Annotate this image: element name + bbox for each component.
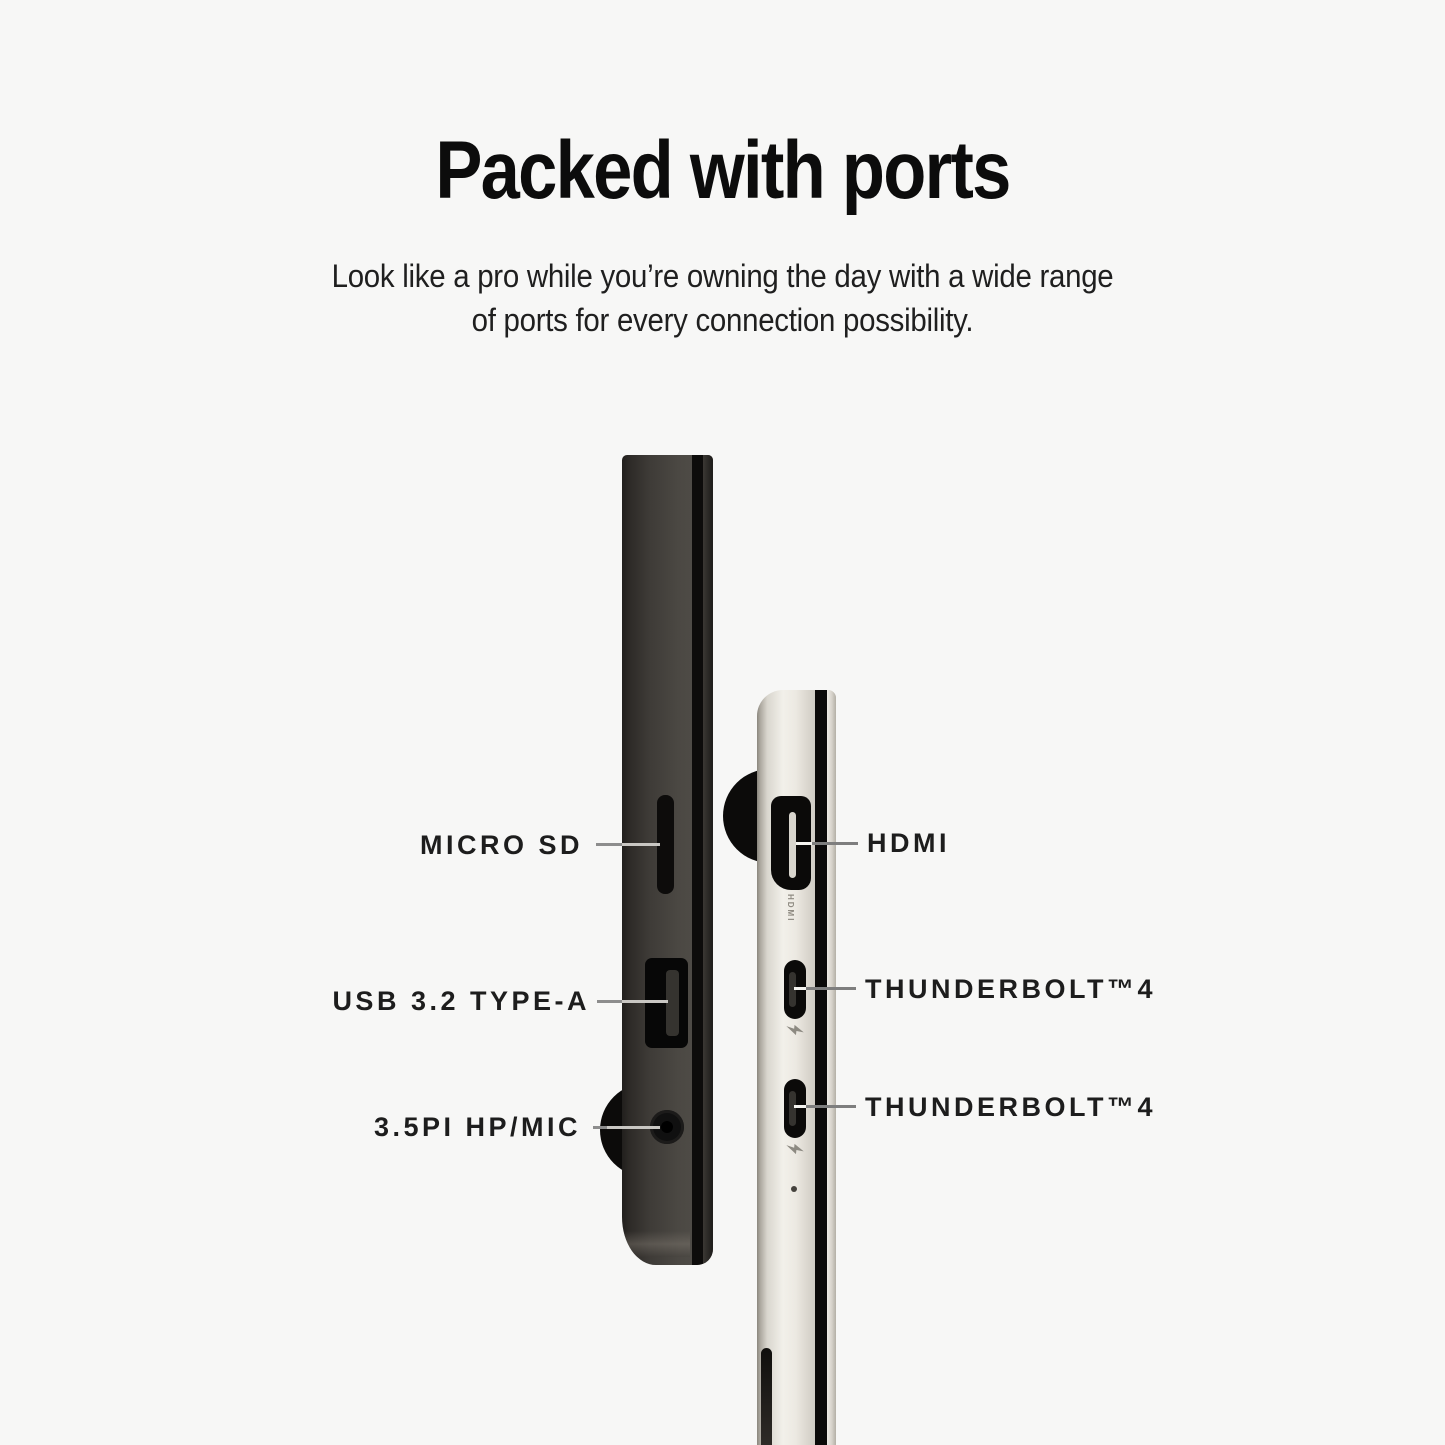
callout-line-thunderbolt-2 (794, 1105, 856, 1108)
callout-line-thunderbolt-1 (794, 987, 856, 990)
power-pinhole (791, 1186, 797, 1192)
port-label-thunderbolt-1: THUNDERBOLT™4 (865, 974, 1156, 1004)
port-label-micro-sd: MICRO SD (420, 830, 583, 860)
subtitle-line-1: Look like a pro while you’re owning the day with a wide range (331, 258, 1114, 294)
callout-line-hdmi (796, 842, 858, 845)
page-title: Packed with ports (435, 125, 1010, 216)
callout-line-micro-sd (596, 843, 660, 846)
port-label-headphone-mic: 3.5PI HP/MIC (373, 1112, 581, 1142)
subtitle-line-2: of ports for every connection possibility. (471, 302, 974, 338)
port-label-usb-type-a: USB 3.2 TYPE-A (332, 986, 590, 1016)
callout-line-usb (597, 1000, 668, 1003)
port-label-thunderbolt-2: THUNDERBOLT™4 (865, 1092, 1156, 1122)
callout-line-headphone-jack (593, 1126, 660, 1129)
silver-laptop-bottom-foot (761, 1348, 772, 1445)
hdmi-port-slot (789, 812, 796, 878)
hdmi-engraving-text: HDMI (786, 894, 795, 923)
thunderbolt-icon (785, 1139, 805, 1159)
dark-laptop-bottom-reflection (624, 1231, 690, 1257)
thunderbolt-icon (785, 1020, 805, 1040)
dark-laptop-lid-edge (703, 455, 713, 1265)
silver-laptop-lid-gap (815, 690, 827, 1445)
thunderbolt-4-port-2-tongue (789, 1091, 796, 1126)
dark-laptop-lid-gap (692, 455, 703, 1265)
page-subtitle (58, 254, 1387, 342)
port-label-hdmi: HDMI (867, 828, 950, 858)
headphone-mic-jack-hole (661, 1121, 673, 1133)
silver-laptop-lid-edge (827, 690, 836, 1445)
usb-type-a-tongue (666, 970, 679, 1036)
